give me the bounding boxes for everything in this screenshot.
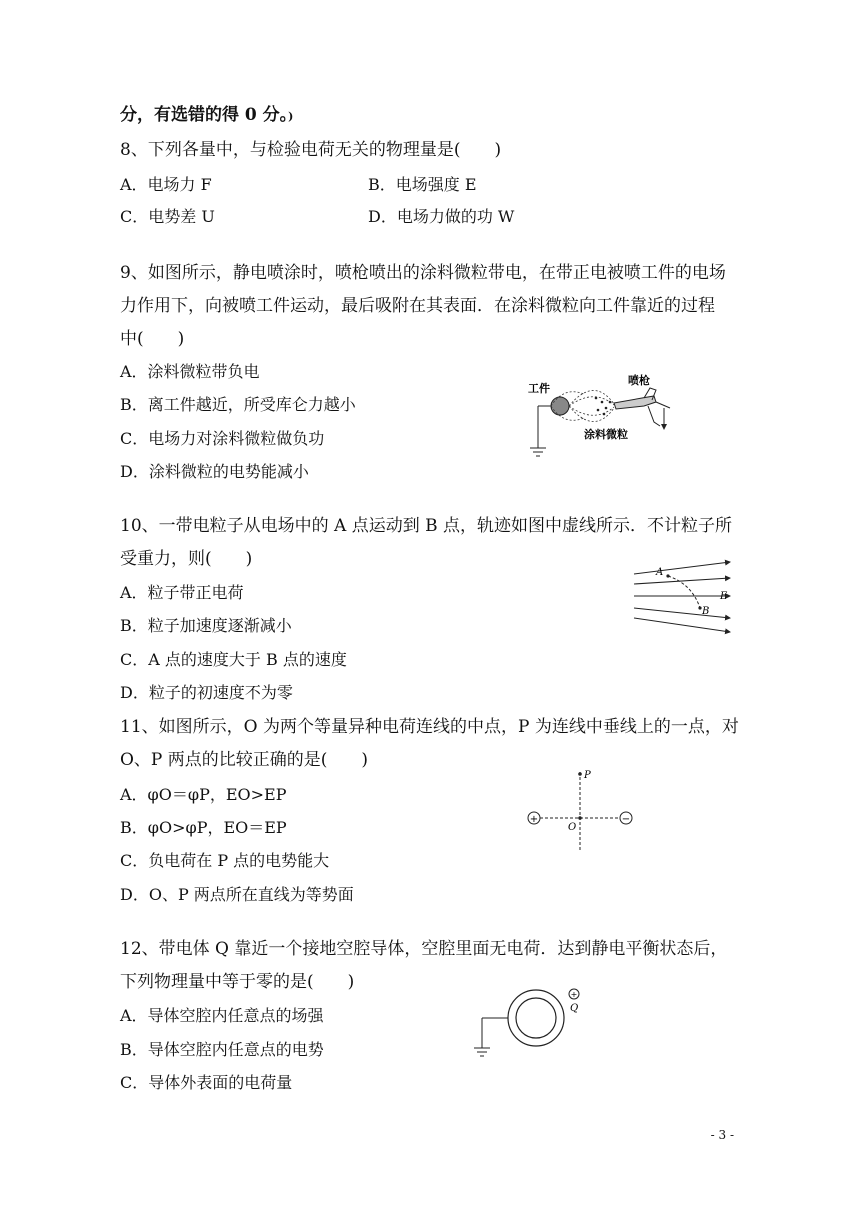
q8-option-c: C．电势差 U xyxy=(120,207,215,226)
q9-stem-line-1: 9、如图所示，静电喷涂时，喷枪喷出的涂料微粒带电，在带正电被喷工件的电场 xyxy=(120,263,726,283)
q11-option-b: B．φO>φP，EO＝EP xyxy=(120,818,287,837)
q9-label-workpiece: 工件 xyxy=(528,382,550,395)
q9-option-a: A．涂料微粒带负电 xyxy=(120,362,260,381)
q11-plus-charge: + xyxy=(529,814,539,825)
q9-stem-line-2: 力作用下，向被喷工件运动，最后吸附在其表面．在涂料微粒向工件靠近的过程 xyxy=(120,296,715,316)
section-instruction-text: 分，有选错的得 0 分。 xyxy=(120,105,289,125)
q8-option-a: A．电场力 F xyxy=(120,175,212,194)
q10-label-a: A xyxy=(656,567,664,578)
q10-field-figure xyxy=(630,556,740,636)
q11-stem-line-1: 11、如图所示，O 为两个等量异种电荷连线的中点，P 为连线中垂线上的一点，对 xyxy=(120,717,739,737)
page-number: - 3 - xyxy=(710,1128,734,1142)
q11-dipole-figure xyxy=(524,764,640,856)
q11-option-c: C．负电荷在 P 点的电势能大 xyxy=(120,851,330,870)
q11-minus-charge: − xyxy=(621,814,631,825)
q8-stem: 8、下列各量中，与检验电荷无关的物理量是( ) xyxy=(120,140,502,160)
q11-label-p: P xyxy=(584,770,591,781)
q10-option-c: C．A 点的速度大于 B 点的速度 xyxy=(120,650,347,669)
q11-label-o: O xyxy=(568,822,577,833)
q12-option-a: A．导体空腔内任意点的场强 xyxy=(120,1006,324,1025)
q8-option-b: B．电场强度 E xyxy=(368,175,477,194)
q12-plus-charge: + xyxy=(570,990,578,999)
q9-option-d: D．涂料微粒的电势能减小 xyxy=(120,462,309,481)
q9-option-c: C．电场力对涂料微粒做负功 xyxy=(120,429,325,448)
q12-stem-line-2: 下列物理量中等于零的是( ) xyxy=(120,972,355,992)
q12-stem-line-1: 12、带电体 Q 靠近一个接地空腔导体，空腔里面无电荷．达到静电平衡状态后， xyxy=(120,939,728,959)
q12-option-b: B．导体空腔内任意点的电势 xyxy=(120,1040,324,1059)
q9-spray-figure xyxy=(524,368,680,460)
q9-stem-line-3: 中( ) xyxy=(120,329,185,349)
q10-label-e: E xyxy=(720,591,728,602)
q10-option-b: B．粒子加速度逐渐减小 xyxy=(120,616,292,635)
q10-option-d: D．粒子的初速度不为零 xyxy=(120,683,293,702)
q10-option-a: A．粒子带正电荷 xyxy=(120,583,244,602)
q9-label-gun: 喷枪 xyxy=(628,374,650,387)
q10-stem-line-2: 受重力，则( ) xyxy=(120,549,253,569)
q11-stem-line-2: O、P 两点的比较正确的是( ) xyxy=(120,750,369,770)
q12-conductor-figure xyxy=(470,984,590,1064)
section-instruction xyxy=(120,104,293,128)
q12-label-q: Q xyxy=(570,1003,579,1014)
section-instruction-close: ) xyxy=(288,110,294,123)
q10-label-b: B xyxy=(702,606,710,617)
q9-option-b: B．离工件越近，所受库仑力越小 xyxy=(120,395,356,414)
q12-option-c: C．导体外表面的电荷量 xyxy=(120,1073,293,1092)
q11-option-a: A．φO＝φP，EO>EP xyxy=(120,785,287,804)
q8-option-d: D．电场力做的功 W xyxy=(368,207,515,226)
q9-label-particles: 涂料微粒 xyxy=(584,428,628,441)
q11-option-d: D．O、P 两点所在直线为等势面 xyxy=(120,885,354,904)
q10-stem-line-1: 10、一带电粒子从电场中的 A 点运动到 B 点，轨迹如图中虚线所示．不计粒子所 xyxy=(120,516,733,536)
